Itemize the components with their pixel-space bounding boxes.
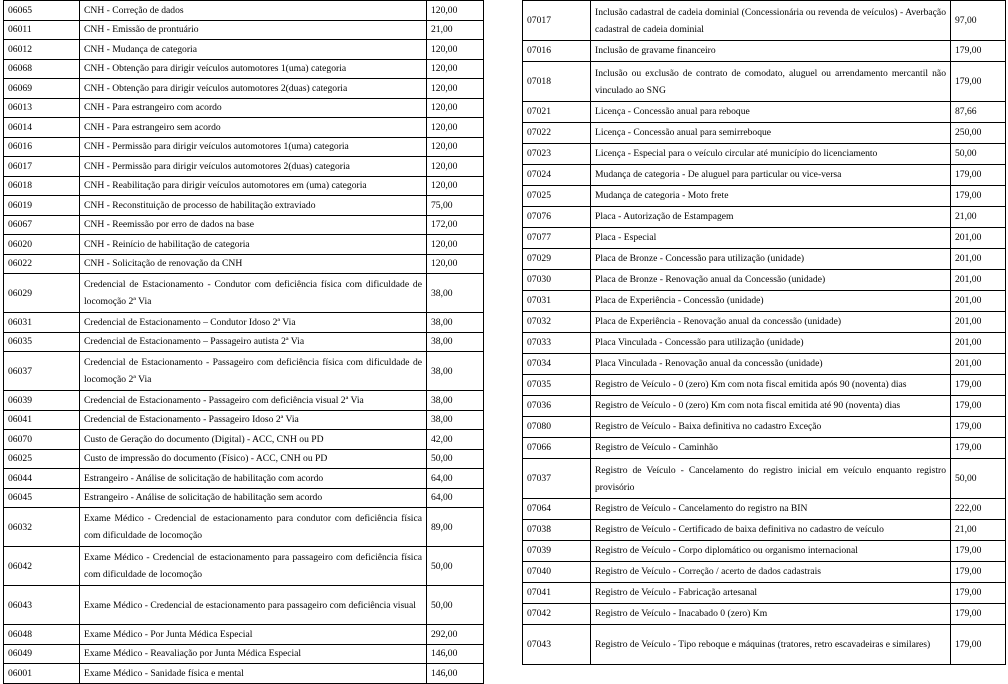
fee-value-cell: 201,00: [951, 354, 1006, 375]
fee-code-cell: 07038: [523, 520, 591, 541]
fee-value-cell: 179,00: [951, 417, 1006, 438]
fee-value-cell: 179,00: [951, 165, 1006, 186]
table-row: [4, 98, 484, 118]
fee-code-cell: 07030: [523, 270, 591, 291]
fee-code-cell: 06044: [4, 469, 80, 489]
fee-value-cell: 201,00: [951, 270, 1006, 291]
fee-value-cell: 21,00: [951, 520, 1006, 541]
fee-description-cell: Registro de Veículo - Tipo reboque e máquinas (tratores, retro escavadeiras e similares): [591, 625, 951, 665]
fee-value-cell: 87,66: [951, 102, 1006, 123]
fee-value-cell: 120,00: [427, 176, 484, 196]
fee-code-cell: 07033: [523, 333, 591, 354]
fee-description-cell: CNH - Permissão para dirigir veículos automotores 2(duas) categoria: [80, 157, 427, 177]
fee-value-cell: 146,00: [427, 664, 484, 684]
fee-description-cell: CNH - Obtenção para dirigir veículos automotores 2(duas) categoria: [80, 79, 427, 99]
table-row: [523, 62, 1006, 102]
fee-description-cell: CNH - Para estrangeiro sem acordo: [80, 118, 427, 138]
fee-value-cell: 179,00: [951, 41, 1006, 62]
fee-description-cell: Credencial de Estacionamento – Condutor Idoso 2ª Via: [80, 313, 427, 333]
table-row: [523, 499, 1006, 520]
fee-code-cell: 07037: [523, 459, 591, 499]
fee-code-cell: 06043: [4, 586, 80, 625]
fee-description-cell: Registro de Veículo - Cancelamento do registro na BIN: [591, 499, 951, 520]
fee-value-cell: 120,00: [427, 40, 484, 60]
fee-code-cell: 07016: [523, 41, 591, 62]
fee-value-cell: 120,00: [427, 254, 484, 274]
fee-value-cell: 179,00: [951, 62, 1006, 102]
table-row: [4, 625, 484, 645]
fee-description-cell: Credencial de Estacionamento - Condutor com deficiência física com dificuldade de locomoção 2ª Via: [80, 274, 427, 313]
fee-code-cell: 06041: [4, 410, 80, 430]
fee-code-cell: 06049: [4, 644, 80, 664]
fee-value-cell: 146,00: [427, 644, 484, 664]
fee-value-cell: 179,00: [951, 583, 1006, 604]
table-row: [4, 59, 484, 79]
table-row: [4, 274, 484, 313]
fee-description-cell: Exame Médico - Sanidade física e mental: [80, 664, 427, 684]
fee-value-cell: 179,00: [951, 438, 1006, 459]
fee-value-cell: 179,00: [951, 186, 1006, 207]
fee-value-cell: 179,00: [951, 541, 1006, 562]
fee-code-cell: 07017: [523, 1, 591, 41]
fee-description-cell: Placa de Bronze - Renovação anual da Concessão (unidade): [591, 270, 951, 291]
fee-value-cell: 75,00: [427, 196, 484, 216]
fee-code-cell: 06032: [4, 508, 80, 547]
fee-value-cell: 64,00: [427, 488, 484, 508]
fee-code-cell: 06029: [4, 274, 80, 313]
fee-value-cell: 50,00: [951, 144, 1006, 165]
fee-value-cell: 120,00: [427, 59, 484, 79]
fee-code-cell: 07024: [523, 165, 591, 186]
table-row: [4, 235, 484, 255]
table-row: [4, 118, 484, 138]
fee-description-cell: Inclusão ou exclusão de contrato de comodato, aluguel ou arrendamento mercantil não vinculado ao SNG: [591, 62, 951, 102]
fee-value-cell: 179,00: [951, 396, 1006, 417]
fee-description-cell: Custo de Geração do documento (Digital) - ACC, CNH ou PD: [80, 430, 427, 450]
table-row: [523, 417, 1006, 438]
fee-description-cell: Inclusão de gravame financeiro: [591, 41, 951, 62]
fee-value-cell: 120,00: [427, 235, 484, 255]
table-row: [4, 644, 484, 664]
table-row: [4, 352, 484, 391]
fee-description-cell: Credencial de Estacionamento – Passageiro autista 2ª Via: [80, 332, 427, 352]
fee-code-cell: 06012: [4, 40, 80, 60]
table-row: [4, 20, 484, 40]
fee-code-cell: 06042: [4, 547, 80, 586]
fee-code-cell: 06011: [4, 20, 80, 40]
fee-value-cell: 89,00: [427, 508, 484, 547]
fee-code-cell: 06014: [4, 118, 80, 138]
table-row: [523, 102, 1006, 123]
table-row: [523, 186, 1006, 207]
fee-value-cell: 222,00: [951, 499, 1006, 520]
fee-description-cell: Mudança de categoria - Moto frete: [591, 186, 951, 207]
fee-code-cell: 07022: [523, 123, 591, 144]
table-row: [4, 586, 484, 625]
fee-code-cell: 06013: [4, 98, 80, 118]
table-row: [523, 291, 1006, 312]
fee-code-cell: 07041: [523, 583, 591, 604]
fee-code-cell: 06016: [4, 137, 80, 157]
table-row: [523, 438, 1006, 459]
table-row: [523, 396, 1006, 417]
table-row: [523, 583, 1006, 604]
fee-code-cell: 06065: [4, 1, 80, 21]
table-row: [523, 625, 1006, 665]
fee-description-cell: CNH - Para estrangeiro com acordo: [80, 98, 427, 118]
table-row: [523, 459, 1006, 499]
fee-code-cell: 06025: [4, 449, 80, 469]
fee-value-cell: 120,00: [427, 1, 484, 21]
fee-description-cell: CNH - Emissão de prontuário: [80, 20, 427, 40]
fee-value-cell: 38,00: [427, 332, 484, 352]
fee-value-cell: 42,00: [427, 430, 484, 450]
table-row: [4, 469, 484, 489]
fee-description-cell: Exame Médico - Credencial de estacionamento para passageiro com deficiência visual: [80, 586, 427, 625]
fee-code-cell: 06067: [4, 215, 80, 235]
table-row: [4, 137, 484, 157]
fee-value-cell: 250,00: [951, 123, 1006, 144]
fee-description-cell: Inclusão cadastral de cadeia dominial (Concessionária ou revenda de veículos) - Averbação cadastral de cadeia dominial: [591, 1, 951, 41]
table-row: [4, 196, 484, 216]
fee-value-cell: 120,00: [427, 79, 484, 99]
fee-value-cell: 201,00: [951, 333, 1006, 354]
fee-description-cell: Exame Médico - Credencial de estacionamento para condutor com deficiência física com dificuldade de locomoção: [80, 508, 427, 547]
fee-description-cell: CNH - Reinício de habilitação de categoria: [80, 235, 427, 255]
table-row: [4, 547, 484, 586]
table-row: [4, 332, 484, 352]
fee-description-cell: Registro de Veículo - Cancelamento do registro inicial em veículo enquanto registro provisório: [591, 459, 951, 499]
fee-code-cell: 06039: [4, 391, 80, 411]
table-row: [523, 228, 1006, 249]
table-row: [523, 1, 1006, 41]
fee-code-cell: 07076: [523, 207, 591, 228]
fee-description-cell: Placa - Autorização de Estampagem: [591, 207, 951, 228]
fee-value-cell: 38,00: [427, 313, 484, 333]
fee-description-cell: Licença - Concessão anual para semirreboque: [591, 123, 951, 144]
fee-description-cell: Registro de Veículo - Caminhão: [591, 438, 951, 459]
fee-description-cell: Registro de Veículo - Baixa definitiva no cadastro Exceção: [591, 417, 951, 438]
fee-code-cell: 06035: [4, 332, 80, 352]
fee-description-cell: Licença - Concessão anual para reboque: [591, 102, 951, 123]
fee-value-cell: 201,00: [951, 228, 1006, 249]
fee-table-left: [3, 0, 484, 684]
fee-code-cell: 06018: [4, 176, 80, 196]
table-row: [523, 270, 1006, 291]
fee-value-cell: 172,00: [427, 215, 484, 235]
fee-code-cell: 07035: [523, 375, 591, 396]
fee-code-cell: 07066: [523, 438, 591, 459]
table-row: [4, 313, 484, 333]
fee-description-cell: Placa de Experiência - Renovação anual da concessão (unidade): [591, 312, 951, 333]
fee-table-right-body: [523, 1, 1006, 665]
table-row: [4, 79, 484, 99]
table-row: [523, 562, 1006, 583]
fee-description-cell: CNH - Permissão para dirigir veículos automotores 1(uma) categoria: [80, 137, 427, 157]
fee-value-cell: 50,00: [427, 547, 484, 586]
fee-value-cell: 120,00: [427, 157, 484, 177]
fee-code-cell: 07064: [523, 499, 591, 520]
table-row: [523, 520, 1006, 541]
fee-value-cell: 179,00: [951, 562, 1006, 583]
table-row: [4, 391, 484, 411]
fee-code-cell: 07025: [523, 186, 591, 207]
fee-value-cell: 201,00: [951, 291, 1006, 312]
fee-value-cell: 64,00: [427, 469, 484, 489]
table-row: [4, 508, 484, 547]
table-row: [4, 254, 484, 274]
table-row: [523, 123, 1006, 144]
fee-description-cell: Exame Médico - Credencial de estacionamento para passageiro com deficiência física com dificuldade de locomoção: [80, 547, 427, 586]
fee-code-cell: 06022: [4, 254, 80, 274]
table-row: [4, 449, 484, 469]
fee-description-cell: CNH - Reabilitação para dirigir veículos automotores em (uma) categoria: [80, 176, 427, 196]
fee-code-cell: 06019: [4, 196, 80, 216]
table-row: [4, 410, 484, 430]
table-row: [523, 165, 1006, 186]
table-row: [4, 40, 484, 60]
fee-description-cell: CNH - Correção de dados: [80, 1, 427, 21]
fee-description-cell: CNH - Obtenção para dirigir veículos automotores 1(uma) categoria: [80, 59, 427, 79]
table-row: [523, 41, 1006, 62]
fee-description-cell: Mudança de categoria - De aluguel para particular ou vice-versa: [591, 165, 951, 186]
fee-code-cell: 06017: [4, 157, 80, 177]
fee-code-cell: 06031: [4, 313, 80, 333]
fee-value-cell: 120,00: [427, 118, 484, 138]
fee-code-cell: 07077: [523, 228, 591, 249]
fee-code-cell: 07031: [523, 291, 591, 312]
fee-code-cell: 06048: [4, 625, 80, 645]
fee-value-cell: 201,00: [951, 249, 1006, 270]
fee-description-cell: CNH - Reemissão por erro de dados na base: [80, 215, 427, 235]
fee-description-cell: Estrangeiro - Análise de solicitação de habilitação sem acordo: [80, 488, 427, 508]
fee-code-cell: 07023: [523, 144, 591, 165]
fee-description-cell: Credencial de Estacionamento - Passageiro Idoso 2ª Via: [80, 410, 427, 430]
fee-value-cell: 292,00: [427, 625, 484, 645]
fee-description-cell: Placa - Especial: [591, 228, 951, 249]
fee-code-cell: 06020: [4, 235, 80, 255]
fee-description-cell: Placa de Bronze - Concessão para utilização (unidade): [591, 249, 951, 270]
fee-description-cell: Credencial de Estacionamento - Passageiro com deficiência visual 2ª Via: [80, 391, 427, 411]
fee-code-cell: 07021: [523, 102, 591, 123]
fee-description-cell: Registro de Veículo - Inacabado 0 (zero) Km: [591, 604, 951, 625]
fee-value-cell: 50,00: [427, 449, 484, 469]
fee-table-right: [522, 0, 1006, 665]
fee-value-cell: 50,00: [427, 586, 484, 625]
fee-code-cell: 06070: [4, 430, 80, 450]
fee-value-cell: 38,00: [427, 391, 484, 411]
fee-value-cell: 21,00: [427, 20, 484, 40]
table-row: [523, 375, 1006, 396]
fee-value-cell: 50,00: [951, 459, 1006, 499]
fee-description-cell: CNH - Reconstituição de processo de habilitação extraviado: [80, 196, 427, 216]
fee-value-cell: 179,00: [951, 625, 1006, 665]
table-row: [523, 333, 1006, 354]
fee-description-cell: CNH - Mudança de categoria: [80, 40, 427, 60]
fee-description-cell: Placa Vinculada - Renovação anual da concessão (unidade): [591, 354, 951, 375]
fee-description-cell: Exame Médico - Por Junta Médica Especial: [80, 625, 427, 645]
table-row: [523, 312, 1006, 333]
fee-description-cell: Registro de Veículo - Fabricação artesanal: [591, 583, 951, 604]
table-row: [523, 354, 1006, 375]
table-row: [4, 176, 484, 196]
fee-value-cell: 38,00: [427, 352, 484, 391]
fee-description-cell: Registro de Veículo - Certificado de baixa definitiva no cadastro de veículo: [591, 520, 951, 541]
table-row: [4, 664, 484, 684]
fee-code-cell: 07042: [523, 604, 591, 625]
fee-code-cell: 07040: [523, 562, 591, 583]
table-row: [4, 157, 484, 177]
fee-description-cell: Registro de Veículo - Corpo diplomático ou organismo internacional: [591, 541, 951, 562]
fee-description-cell: Credencial de Estacionamento - Passageiro com deficiência física com dificuldade de locomoção 2ª Via: [80, 352, 427, 391]
fee-value-cell: 21,00: [951, 207, 1006, 228]
fee-description-cell: Estrangeiro - Análise de solicitação de habilitação com acordo: [80, 469, 427, 489]
fee-description-cell: Exame Médico - Reavaliação por Junta Médica Especial: [80, 644, 427, 664]
table-row: [523, 249, 1006, 270]
fee-code-cell: 06045: [4, 488, 80, 508]
fee-description-cell: CNH - Solicitação de renovação da CNH: [80, 254, 427, 274]
fee-value-cell: 97,00: [951, 1, 1006, 41]
fee-code-cell: 06069: [4, 79, 80, 99]
table-row: [523, 604, 1006, 625]
fee-code-cell: 07029: [523, 249, 591, 270]
fee-code-cell: 07032: [523, 312, 591, 333]
fee-code-cell: 07018: [523, 62, 591, 102]
fee-table-left-body: [4, 1, 484, 684]
fee-code-cell: 07039: [523, 541, 591, 562]
fee-description-cell: Placa de Experiência - Concessão (unidade): [591, 291, 951, 312]
fee-code-cell: 07034: [523, 354, 591, 375]
table-row: [4, 1, 484, 21]
fee-value-cell: 120,00: [427, 98, 484, 118]
fee-value-cell: 38,00: [427, 410, 484, 430]
fee-value-cell: 179,00: [951, 375, 1006, 396]
table-row: [4, 430, 484, 450]
fee-code-cell: 07043: [523, 625, 591, 665]
fee-description-cell: Registro de Veículo - 0 (zero) Km com nota fiscal emitida até 90 (noventa) dias: [591, 396, 951, 417]
fee-description-cell: Registro de Veículo - Correção / acerto de dados cadastrais: [591, 562, 951, 583]
table-row: [523, 144, 1006, 165]
fee-value-cell: 179,00: [951, 604, 1006, 625]
fee-description-cell: Licença - Especial para o veículo circular até município do licenciamento: [591, 144, 951, 165]
table-row: [4, 215, 484, 235]
fee-code-cell: 06037: [4, 352, 80, 391]
fee-description-cell: Placa Vinculada - Concessão para utilização (unidade): [591, 333, 951, 354]
table-row: [523, 541, 1006, 562]
fee-value-cell: 120,00: [427, 137, 484, 157]
fee-code-cell: 07080: [523, 417, 591, 438]
fee-description-cell: Custo de impressão do documento (Físico) - ACC, CNH ou PD: [80, 449, 427, 469]
table-row: [523, 207, 1006, 228]
fee-code-cell: 06001: [4, 664, 80, 684]
fee-value-cell: 201,00: [951, 312, 1006, 333]
fee-code-cell: 06068: [4, 59, 80, 79]
fee-value-cell: 38,00: [427, 274, 484, 313]
fee-code-cell: 07036: [523, 396, 591, 417]
fee-description-cell: Registro de Veículo - 0 (zero) Km com nota fiscal emitida após 90 (noventa) dias: [591, 375, 951, 396]
table-row: [4, 488, 484, 508]
